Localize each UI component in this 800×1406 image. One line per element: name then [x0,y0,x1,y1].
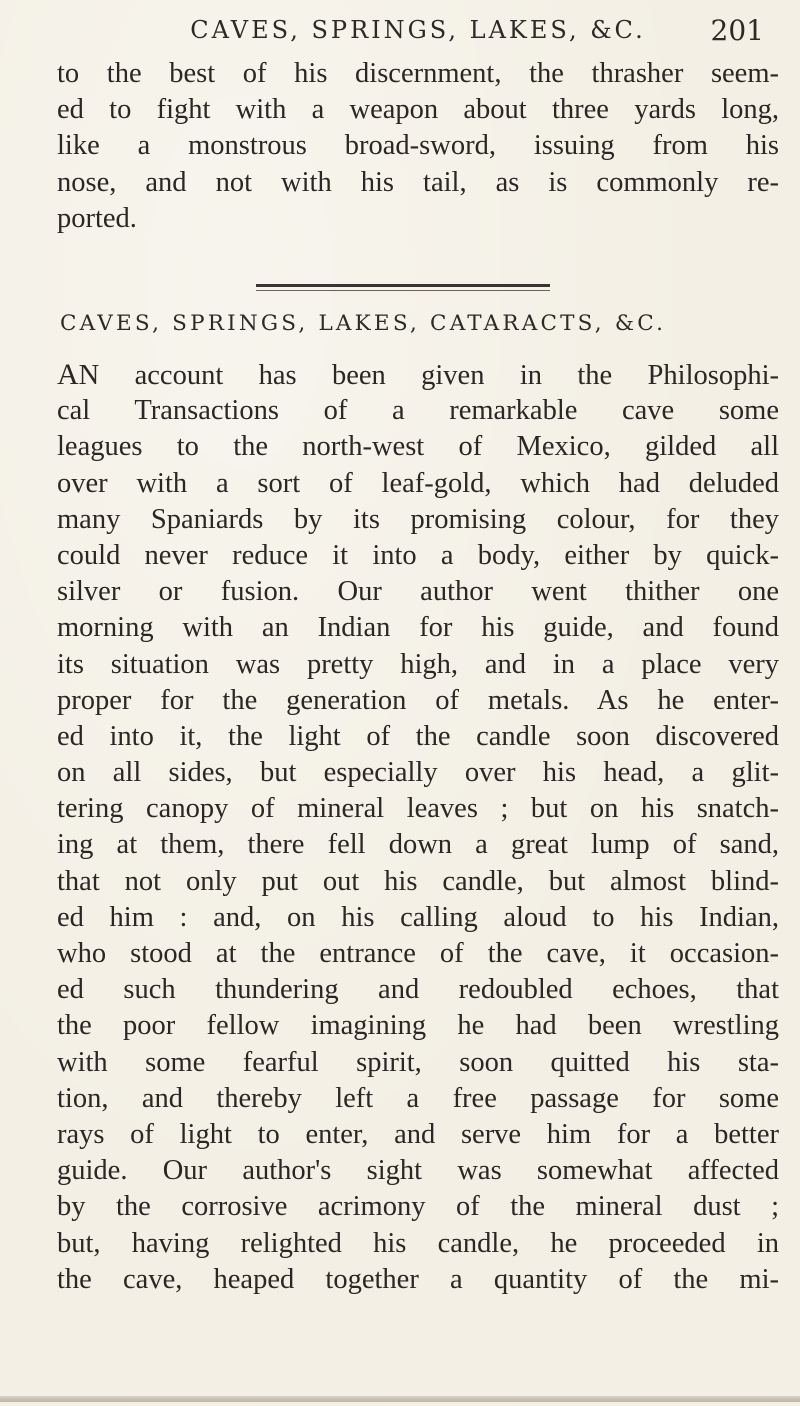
text-line: ed into it, the light of the candle soon discovered [57,720,779,752]
text-line: leagues to the north-west of Mexico, gilded all [57,431,779,463]
text-line: morning with an Indian for his guide, and found [57,612,779,644]
text-line: ported. [57,202,137,234]
section-paragraph [57,357,779,1298]
text-line: cal Transactions of a remarkable cave some [57,395,779,427]
text-line: but, having relighted his candle, he proceeded in [57,1227,779,1259]
text-line: on all sides, but especially over his head, a glit- [57,757,779,789]
text-line: ed to fight with a weapon about three yards long, [57,94,779,126]
text-line: tion, and thereby left a free passage for some [57,1082,779,1114]
running-title: CAVES, SPRINGS, LAKES, &C. [190,16,646,44]
text-line: AN account has been given in the Philosophi- [57,358,779,391]
text-line: with some fearful spirit, soon quitted his sta- [57,1046,779,1078]
text-line: could never reduce it into a body, either by quick- [57,539,779,571]
text-line: to the best of his discernment, the thrasher seem- [57,58,779,89]
section-divider [256,284,550,287]
text-line: like a monstrous broad-sword, issuing from his [57,130,779,162]
text-line: who stood at the entrance of the cave, it occasion- [57,938,779,969]
text-line: rays of light to enter, and serve him for a better [57,1118,779,1150]
text-line: nose, and not with his tail, as is commonly re- [57,166,779,198]
text-line: ing at them, there fell down a great lump of sand, [57,829,779,861]
text-line: ed such thundering and redoubled echoes, that [57,974,779,1006]
text-line: by the corrosive acrimony of the mineral dust ; [57,1191,779,1223]
text-line: ed him : and, on his calling aloud to his Indian, [57,901,779,933]
text-line: its situation was pretty high, and in a place very [57,648,779,680]
text-line: that not only put out his candle, but almost blind- [57,865,779,897]
text-line: over with a sort of leaf-gold, which had deluded [57,467,779,499]
text-line: guide. Our author's sight was somewhat affected [57,1155,779,1187]
continued-paragraph [57,56,779,237]
text-line: many Spaniards by its promising colour, for they [57,503,779,535]
running-head [60,14,776,54]
text-line: the poor fellow imagining he had been wrestling [57,1010,779,1042]
page-bottom-edge [0,1396,800,1402]
section-divider-thin [256,290,550,291]
text-line: silver or fusion. Our author went thither one [57,576,779,608]
section-heading: CAVES, SPRINGS, LAKES, CATARACTS, &C. [60,311,667,336]
text-line: proper for the generation of metals. As he enter- [57,684,779,716]
text-line: the cave, heaped together a quantity of the mi- [57,1263,779,1295]
text-line: tering canopy of mineral leaves ; but on his snatch- [57,793,779,825]
page-number: 201 [710,14,764,47]
